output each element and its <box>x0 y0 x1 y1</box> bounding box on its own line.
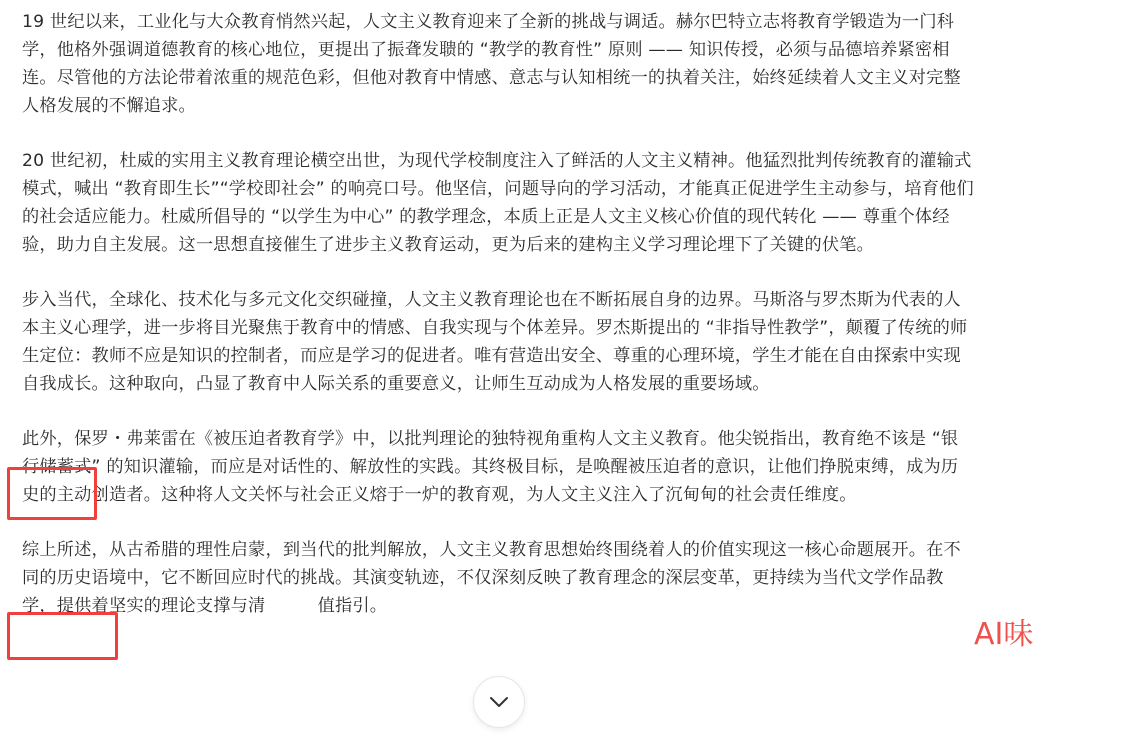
paragraph-4 <box>22 425 974 509</box>
paragraph-1: 19 世纪以来，工业化与大众教育悄然兴起，人文主义教育迎来了全新的挑战与调适。赫尔巴特立志将教育学锻造为一门科学，他格外强调道德教育的核心地位，更提出了振聋发聩的 “教学的教育性” 原则 —— 知识传授，必须与品德培养紧密相连。尽管他的方法论带着浓重的规范色彩，但他对教育中情感、意志与认知相统一的执着关注，始终延续着人文主义对完整人格发展的不懈追求。 <box>22 12 961 116</box>
paragraph-2: 20 世纪初，杜威的实用主义教育理论横空出世，为现代学校制度注入了鲜活的人文主义精神。他猛烈批判传统教育的灌输式模式，喊出 “教育即生长”“学校即社会” 的响亮口号。他坚信，问题导向的学习活动，才能真正促进学生主动参与，培育他们的社会适应能力。杜威所倡导的 “以学生为中心” 的教学理念，本质上正是人文主义核心价值的现代转化 —— 尊重个体经验，助力自主发展。这一思想直接催生了进步主义教育运动，更为后来的建构主义学习理论埋下了关键的伏笔。 <box>22 151 974 255</box>
scroll-down-button[interactable] <box>473 676 525 728</box>
highlighted-phrase-1: 此外， <box>22 429 75 449</box>
chevron-down-icon <box>489 696 509 708</box>
paragraph-5-tail: 值指引。 <box>317 596 388 616</box>
paragraph-4-text: 保罗・弗莱雷在《被压迫者教育学》中，以批判理论的独特视角重构人文主义教育。他尖锐指出，教育绝不该是 “银行储蓄式” 的知识灌输，而应是对话性的、解放性的实践。其终极目标，是唤醒被压迫者的意识，让他们挣脱束缚，成为历史的主动创造者。这种将人文关怀与社会正义熔于一炉的教育观，为人文主义注入了沉甸甸的社会责任维度。 <box>22 429 959 505</box>
paragraph-5 <box>22 536 974 620</box>
paragraph-3: 步入当代，全球化、技术化与多元文化交织碰撞，人文主义教育理论也在不断拓展自身的边界。马斯洛与罗杰斯为代表的人本主义心理学，进一步将目光聚焦于教育中的情感、自我实现与个体差异。罗杰斯提出的 “非指导性教学”，颠覆了传统的师生定位：教师不应是知识的控制者，而应是学习的促进者。唯有营造出安全、尊重的心理环境，学生才能在自由探索中实现自我成长。这种取向，凸显了教育中人际关系的重要意义，让师生互动成为人格发展的重要场域。 <box>22 290 968 394</box>
document-body <box>22 8 974 647</box>
ai-flavor-annotation: AI味 <box>974 617 1034 652</box>
paragraph-5-text: 从古希腊的理性启蒙，到当代的批判解放，人文主义教育思想始终围绕着人的价值实现这一核心命题展开。在不同的历史语境中，它不断回应时代的挑战。其演变轨迹，不仅深刻反映了教育理念的深层变革，更持续为当代文学作品教学，提供着坚实的理论支撑与清 <box>22 540 961 616</box>
highlighted-phrase-2: 综上所述， <box>22 540 109 560</box>
obscured-text <box>265 596 317 616</box>
